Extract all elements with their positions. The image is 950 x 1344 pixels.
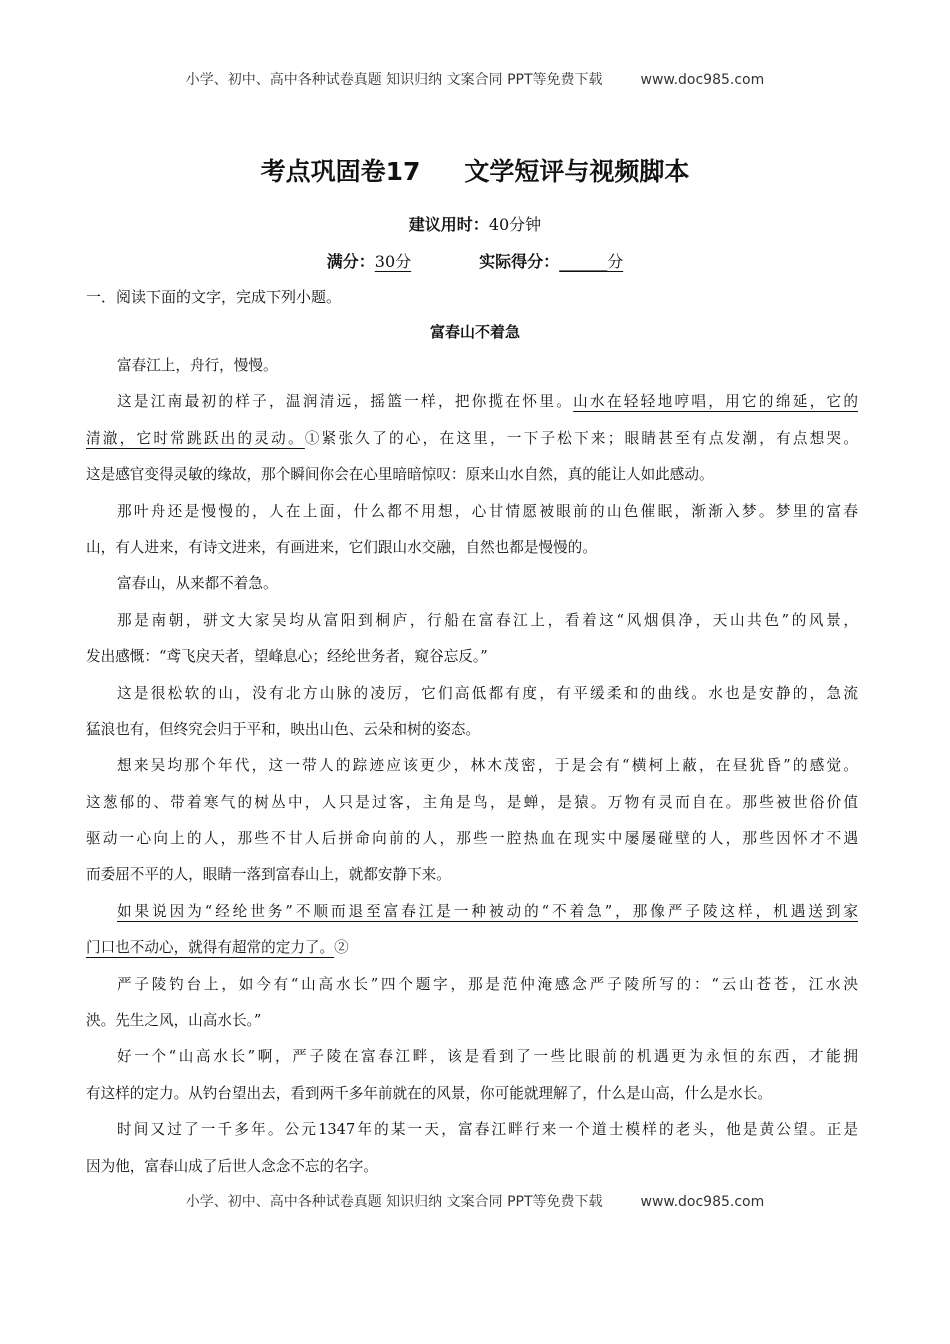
text-segment: 严子陵钓台上，如今有“山高水长”四个题字，那是范仲淹感念严子陵所写的：“云山苍苍，江水泱: [117, 975, 858, 993]
text-segment: 富春江上，舟行，慢慢。: [117, 357, 278, 374]
text-line: [86, 934, 858, 970]
paragraph: [86, 752, 858, 898]
text-segment: 这是江南最初的样子，温润清远，摇篮一样，把你揽在怀里。: [117, 393, 574, 411]
paragraph: [86, 898, 858, 971]
passage-title: 富春山不着急: [429, 323, 520, 341]
text-segment: 好一个“山高水长”啊，严子陵在富春江畔，该是看到了一些比眼前的机遇更为永恒的东西，才能拥: [117, 1048, 858, 1066]
text-line: [86, 607, 858, 643]
text-line: [86, 1153, 858, 1189]
text-segment: 而委屈不平的人，眼睛一落到富春山上，就都安静下来。: [86, 866, 451, 884]
suggested-time: [0, 212, 950, 235]
section-instruction: 一．阅读下面的文字，完成下列小题。: [86, 288, 342, 306]
text-line: [86, 680, 858, 716]
text-segment: 山，有人进来，有诗文进来，有画进来，它们跟山水交融，自然也都是慢慢的。: [86, 538, 597, 556]
paragraph: [86, 1043, 858, 1116]
text-segment: 因为他，富春山成了后世人念念不忘的名字。: [86, 1157, 378, 1175]
paragraph: [86, 971, 858, 1044]
text-segment: 富春山，从来都不着急。: [117, 575, 278, 593]
text-segment: 这葱郁的、带着寒气的树丛中，人只是过客，主角是鸟，是蝉，是猿。万物有灵而自在。那些被世俗价值: [86, 793, 858, 811]
text-segment: 发出感慨：“鸢飞戾天者，望峰息心；经纶世务者，窥谷忘反。”: [86, 648, 488, 666]
text-segment: 那叶舟还是慢慢的，人在上面，什么都不用想，心甘情愿被眼前的山色催眠，渐渐入梦。梦里的富春: [117, 502, 858, 520]
paragraph: [86, 607, 858, 680]
paragraph: [86, 570, 858, 606]
page-header: [0, 69, 950, 89]
underlined-text: 山水在轻轻地哼唱，用它的绵延，它的: [573, 393, 858, 411]
text-segment: 这是感官变得灵敏的缘故，那个瞬间你会在心里暗暗惊叹：原来山水自然，真的能让人如此感动。: [86, 466, 714, 484]
text-line: [86, 534, 858, 570]
paragraph: [86, 498, 858, 571]
text-segment: 这是很松软的山，没有北方山脉的凌厉，它们高低都有度，有平缓柔和的曲线。水也是安静的，急流: [117, 684, 858, 702]
text-line: [86, 498, 858, 534]
passage-body: [86, 352, 858, 1189]
text-line: [86, 825, 858, 861]
title-number: 考点巩固卷17: [260, 157, 421, 186]
text-segment: 那是南朝，骈文大家吴均从富阳到桐庐，行船在富春江上，看着这“风烟俱净，天山共色”的风景，: [117, 611, 858, 629]
header-text: 小学、初中、高中各种试卷真题 知识归纳 文案合同 PPT等免费下载: [185, 72, 603, 88]
paragraph: [86, 680, 858, 753]
text-segment: ①紧张久了的心，在这里，一下子松下来；眼睛甚至有点发潮，有点想哭。: [304, 429, 858, 447]
text-line: [86, 643, 858, 679]
footer-text: 小学、初中、高中各种试卷真题 知识归纳 文案合同 PPT等免费下载: [185, 1194, 603, 1210]
time-label: 建议用时：: [408, 215, 489, 234]
underlined-text: 清澈，它时常跳跃出的灵动。: [86, 429, 305, 447]
paragraph: [86, 388, 858, 497]
text-line: [86, 1080, 858, 1116]
paragraph: [86, 1116, 858, 1189]
page-footer: [0, 1191, 950, 1211]
score-line: [0, 249, 950, 272]
text-line: [86, 716, 858, 752]
text-line: [86, 1007, 858, 1043]
underlined-text: 门口也不动心，就得有超常的定力了。: [86, 939, 335, 957]
header-url[interactable]: www.doc985.com: [640, 72, 765, 88]
full-score-value: 30分: [374, 252, 412, 271]
text-line: [86, 971, 858, 1007]
footer-url[interactable]: www.doc985.com: [640, 1194, 765, 1210]
text-segment: 驱动一心向上的人，那些不甘人后拼命向前的人，那些一腔热血在现实中屡屡碰壁的人，那些因怀才不遇: [86, 830, 858, 848]
actual-score-value: ______分: [559, 252, 624, 271]
full-score-label: 满分：: [326, 252, 375, 271]
underlined-text: 如果说因为“经纶世务”不顺而退至富春江是一种被动的“不着急”，那像严子陵这样，机遇送到家: [117, 902, 858, 920]
page-title: [0, 152, 950, 188]
text-line: [86, 425, 858, 461]
text-segment: 想来吴均那个年代，这一带人的踪迹应该更少，林木茂密，于是会有“横柯上蔽，在昼犹昏”的感觉。: [117, 757, 858, 775]
text-segment: 有这样的定力。从钓台望出去，看到两千多年前就在的风景，你可能就理解了，什么是山高，什么是水长。: [86, 1084, 772, 1102]
paragraph: [86, 352, 858, 388]
actual-score-label: 实际得分：: [479, 252, 560, 271]
text-line: [86, 1043, 858, 1079]
text-segment: 时间又过了一千多年。公元1347年的某一天，富春江畔行来一个道士模样的老头，他是黄公望。正是: [117, 1121, 858, 1139]
text-line: [86, 461, 858, 497]
text-segment: 猛浪也有，但终究会归于平和，映出山色、云朵和树的姿态。: [86, 720, 481, 738]
text-line: [86, 388, 858, 424]
time-value: 40分钟: [488, 215, 542, 234]
text-segment: 泱。先生之风，山高水长。”: [86, 1012, 262, 1030]
text-line: [86, 570, 858, 606]
text-line: [86, 1116, 858, 1152]
text-segment: ②: [334, 939, 349, 957]
text-line: [86, 352, 858, 388]
text-line: [86, 789, 858, 825]
text-line: [86, 861, 858, 897]
text-line: [86, 752, 858, 788]
title-topic: 文学短评与视频脚本: [464, 157, 690, 186]
text-line: [86, 898, 858, 934]
